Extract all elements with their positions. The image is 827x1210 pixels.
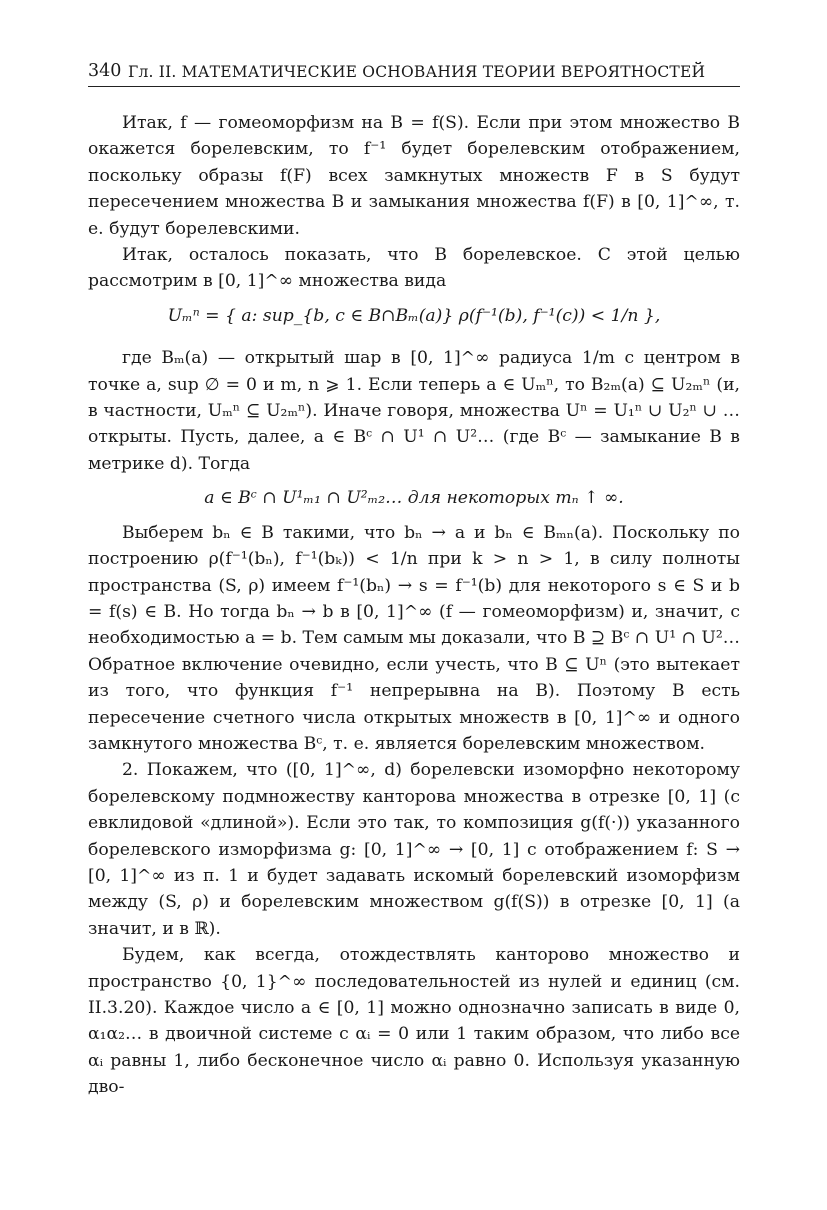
page-body	[88, 110, 740, 1101]
paragraph: 2. Покажем, что ([0, 1]^∞, d) борелевски изоморфно некоторому борелевскому подмножеству канторова множества в отрезке [0, 1] (с евклидовой «длиной»). Если это так, то композиция g(f(·)) указанного борелевского изморфизма g: [0, 1]^∞ → [0, 1] с отображением f: S → [0, 1]^∞ из п. 1 и будет задавать искомый борелевский изоморфизм между (S, ρ) и борелевским множеством g(f(S)) в отрезке [0, 1] (а значит, и в ℝ).	[88, 760, 740, 939]
paragraph: Будем, как всегда, отождествлять канторово множество и пространство {0, 1}^∞ последовательностей из нулей и единиц (см. II.3.20). Каждое число a ∈ [0, 1] можно однозначно записать в виде 0, α₁α₂… в двоичной системе с αᵢ = 0 или 1 таким образом, что либо все αᵢ равны 1, либо бесконечное число αᵢ равно 0. Используя указанную дво-	[88, 945, 740, 1098]
page-number: 340	[88, 61, 122, 81]
paragraph: где Bₘ(a) — открытый шар в [0, 1]^∞ радиуса 1/m с центром в точке a, sup ∅ = 0 и m, n ⩾ 1. Если теперь a ∈ Uₘⁿ, то B₂ₘ(a) ⊆ U₂ₘⁿ (и, в частности, Uₘⁿ ⊆ U₂ₘⁿ). Иначе говоря, множества Uⁿ = U₁ⁿ ∪ U₂ⁿ ∪ … открыты. Пусть, далее, a ∈ Bᶜ ∩ U¹ ∩ U²… (где Bᶜ — замыкание B в метрике d). Тогда	[88, 348, 740, 474]
running-header	[88, 58, 740, 87]
paragraph: Итак, f — гомеоморфизм на B = f(S). Если при этом множество B окажется борелевским, то f⁻¹ будет борелевским отображением, поскольку образы f(F) всех замкнутых множеств F в S будут пересечением множества B и замыкания множества f(F) в [0, 1]^∞, т. е. будут борелевскими.	[88, 113, 740, 239]
paragraph: Выберем bₙ ∈ B такими, что bₙ → a и bₙ ∈ Bₘₙ(a). Поскольку по построению ρ(f⁻¹(bₙ), f⁻¹(bₖ)) < 1/n при k > n > 1, в силу полноты пространства (S, ρ) имеем f⁻¹(bₙ) → s = f⁻¹(b) для некоторого s ∈ S и b = f(s) ∈ B. Но тогда bₙ → b в [0, 1]^∞ (f — гомеоморфизм) и, значит, с необходимостью a = b. Тем самым мы доказали, что B ⊇ Bᶜ ∩ U¹ ∩ U²… Обратное включение очевидно, если учесть, что B ⊆ Uⁿ (это вытекает из того, что функция f⁻¹ непрерывна на B). Поэтому B есть пересечение счетного числа открытых множеств в [0, 1]^∞ и одного замкнутого множества Bᶜ, т. е. является борелевским множеством.	[88, 522, 740, 754]
display-formula: a ∈ Bᶜ ∩ U¹ₘ₁ ∩ U²ₘ₂… для некоторых mₙ ↑ ∞.	[204, 488, 624, 509]
display-formula: Uₘⁿ = { a: sup_{b, c ∈ B∩Bₘ(a)} ρ(f⁻¹(b), f⁻¹(c)) < 1/n },	[167, 305, 661, 326]
chapter-title: Гл. II. МАТЕМАТИЧЕСКИЕ ОСНОВАНИЯ ТЕОРИИ ВЕРОЯТНОСТЕЙ	[128, 63, 706, 81]
paragraph: Итак, осталось показать, что B борелевское. С этой целью рассмотрим в [0, 1]^∞ множества вида	[88, 245, 740, 292]
